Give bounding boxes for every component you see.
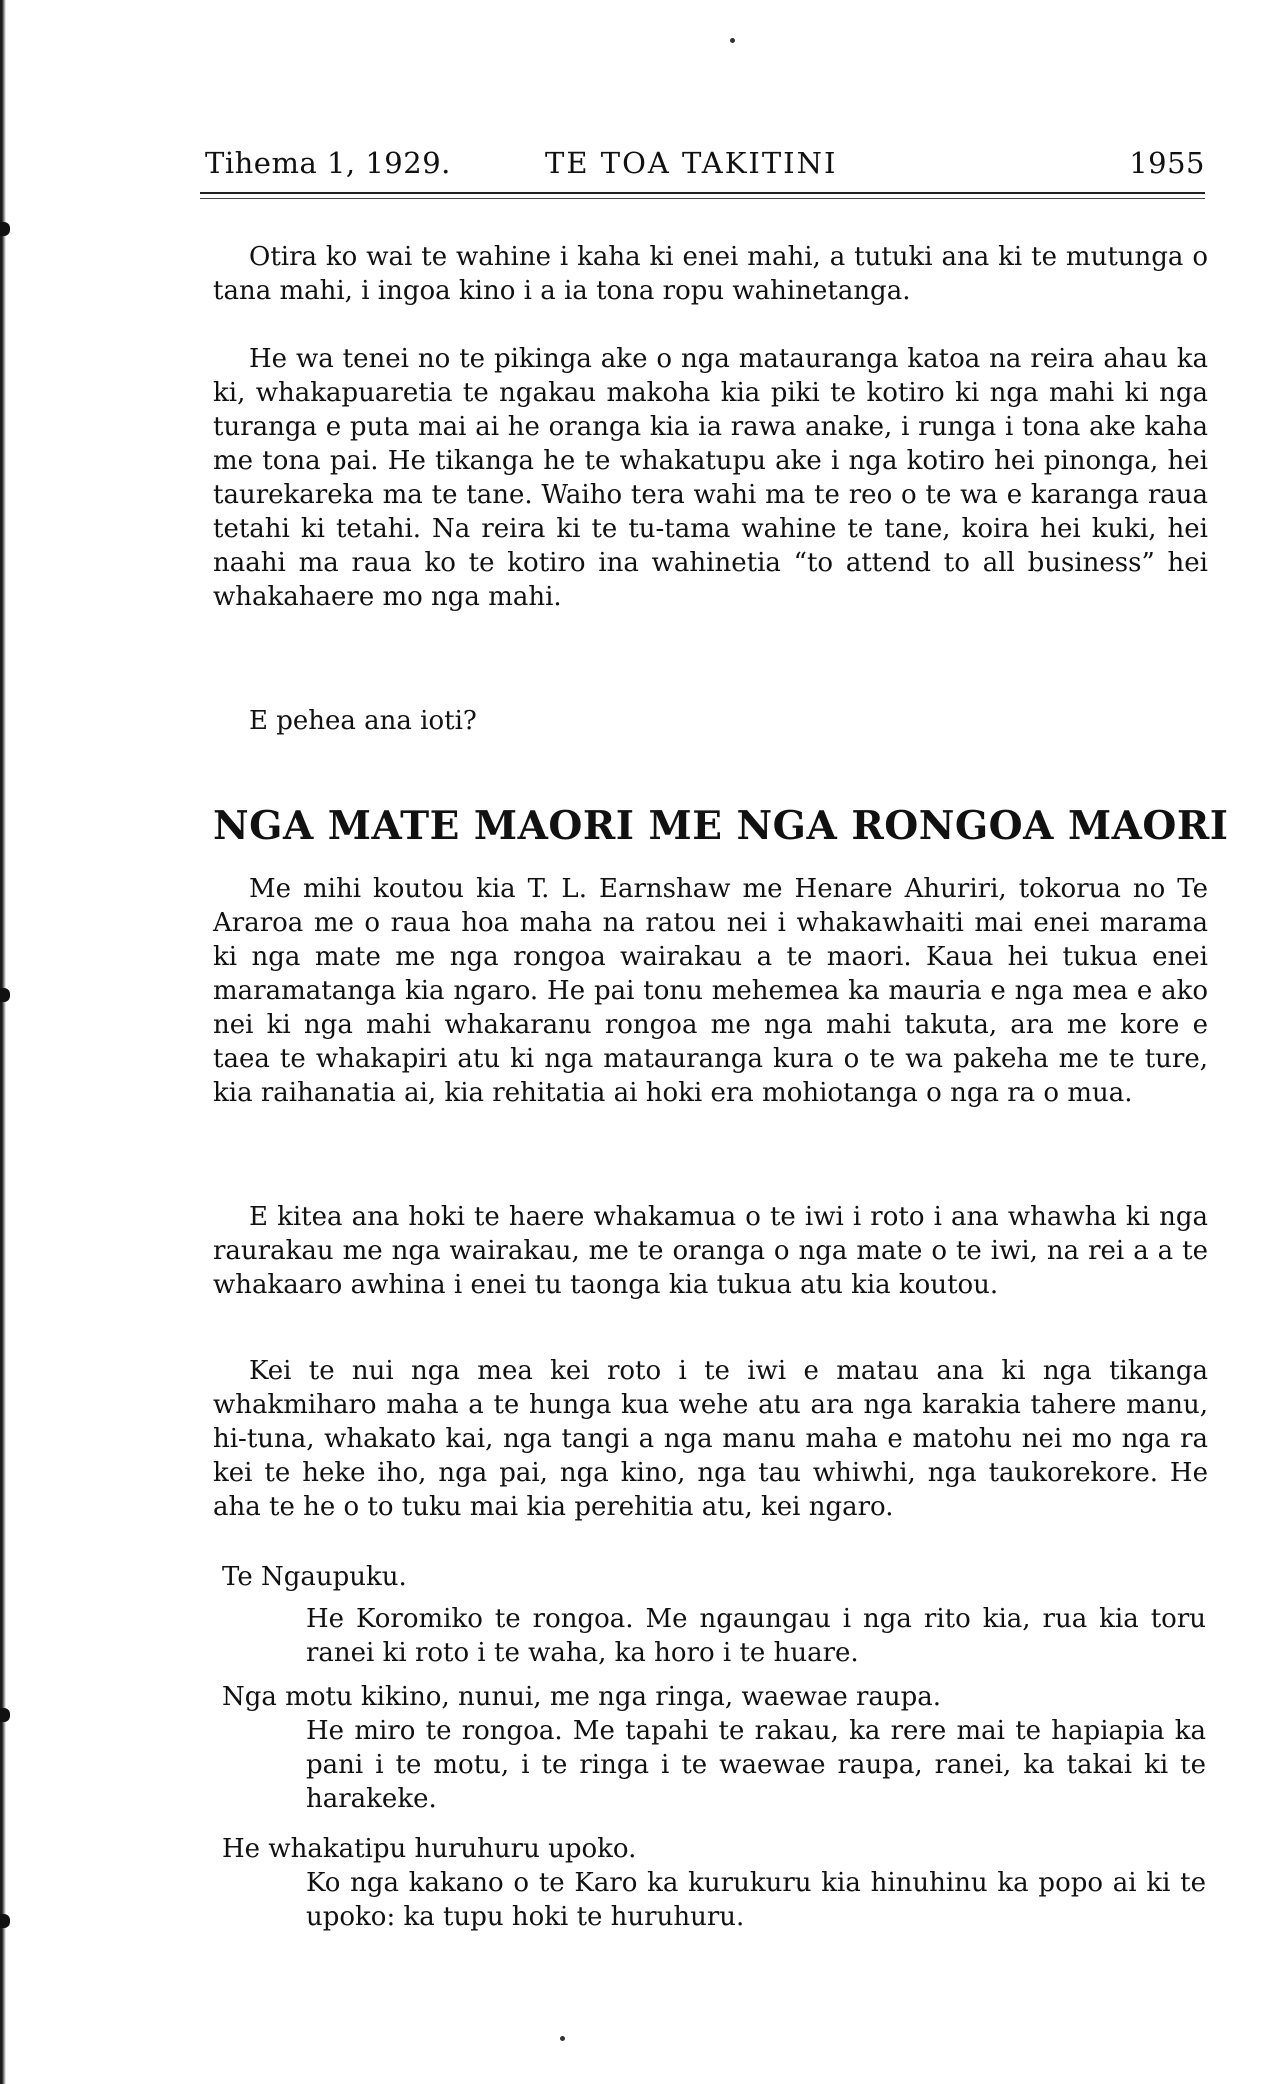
section-paragraph-3: Kei te nui nga mea kei roto i te iwi e matau ana ki nga tikanga whakmiharo maha a te hunga kua wehe atu ara nga karakia tahere manu, hi-tuna, whakato kai, nga tangi a nga manu maha e matohu nei mo nga ra kei te heke iho, nga pai, nga kino, nga tau whiwhi, nga taukorekore. He aha te he o to tuku mai kia perehitia atu, kei ngaro. xyxy=(213,1356,1208,1522)
binding-mark xyxy=(0,222,10,236)
header-rule xyxy=(200,192,1205,194)
header-rule-thin xyxy=(200,198,1205,199)
running-header xyxy=(205,146,1205,192)
binding-mark xyxy=(0,1914,10,1928)
section-heading: NGA MATE MAORI ME NGA RONGOA MAORI xyxy=(213,803,1229,849)
remedy-description: He Koromiko te rongoa. Me ngaungau i nga rito kia, rua kia toru ranei ki roto i te waha, ka horo i te huare. xyxy=(306,1604,1206,1668)
remedy-ailment: He whakatipu huruhuru upoko. xyxy=(222,1834,637,1864)
publication-title: TE TOA TAKITINI xyxy=(545,146,838,180)
section-paragraph-1: Me mihi koutou kia T. L. Earnshaw me Henare Ahuriri, tokorua no Te Araroa me o raua hoa maha na ratou nei i whakawhaiti mai enei marama ki nga mate me nga rongoa wairakau a te maori. Kaua hei tukua enei maramatanga kia ngaro. He pai tonu mehemea ka mauria e nga mea e ako nei ki nga mahi whakaranu rongoa me nga mahi takuta, ara me kore e taea te whakapiri atu ki nga matauranga kura o te wa pakeha me te ture, kia raihanatia ai, kia rehitatia ai hoki era mohiotanga o nga ra o mua. xyxy=(213,874,1208,1108)
print-speck xyxy=(730,38,735,43)
page-binding-edge xyxy=(0,0,6,2084)
section-paragraph-2: E kitea ana hoki te haere whakamua o te iwi i roto i ana whawha ki nga raurakau me nga wairakau, me te oranga o nga mate o te iwi, na rei a a te whakaaro awhina i enei tu taonga kia tukua atu kia koutou. xyxy=(213,1202,1208,1300)
remedy-description: Ko nga kakano o te Karo ka kurukuru kia hinuhinu ka popo ai ki te upoko: ka tupu hoki te huruhuru. xyxy=(306,1868,1206,1932)
print-speck xyxy=(560,2036,565,2041)
header-date: Tihema 1, 1929. xyxy=(205,146,451,180)
intro-paragraph-2: He wa tenei no te pikinga ake o nga matauranga katoa na reira ahau ka ki, whakapuaretia te ngakau makoha kia piki te kotiro ki nga mahi ki nga turanga e puta mai ai he oranga kia ia rawa anake, i runga i tona ake kaha me tona pai. He tikanga he te whakatupu ake i nga kotiro hei pinonga, hei taurekareka ma te tane. Waiho tera wahi ma te reo o te wa e karanga raua tetahi ki tetahi. Na reira ki te tu-tama wahine te tane, koira hei kuki, hei naahi ma raua ko te kotiro ina wahinetia “to attend to all business” hei whakahaere mo nga mahi. xyxy=(213,344,1208,612)
intro-paragraph-3: E pehea ana ioti? xyxy=(249,706,477,736)
binding-mark xyxy=(0,1708,10,1722)
remedy-ailment: Nga motu kikino, nunui, me nga ringa, waewae raupa. xyxy=(222,1682,942,1712)
page-number: 1955 xyxy=(1129,146,1205,180)
remedy-description: He miro te rongoa. Me tapahi te rakau, ka rere mai te hapiapia ka pani i te motu, i te ringa i te waewae raupa, ranei, ka takai ki te harakeke. xyxy=(306,1716,1206,1814)
remedy-ailment: Te Ngaupuku. xyxy=(222,1562,407,1592)
intro-paragraph-1: Otira ko wai te wahine i kaha ki enei mahi, a tutuki ana ki te mutunga o tana mahi, i ingoa kino i a ia tona ropu wahinetanga. xyxy=(213,242,1208,306)
binding-mark xyxy=(0,988,10,1002)
